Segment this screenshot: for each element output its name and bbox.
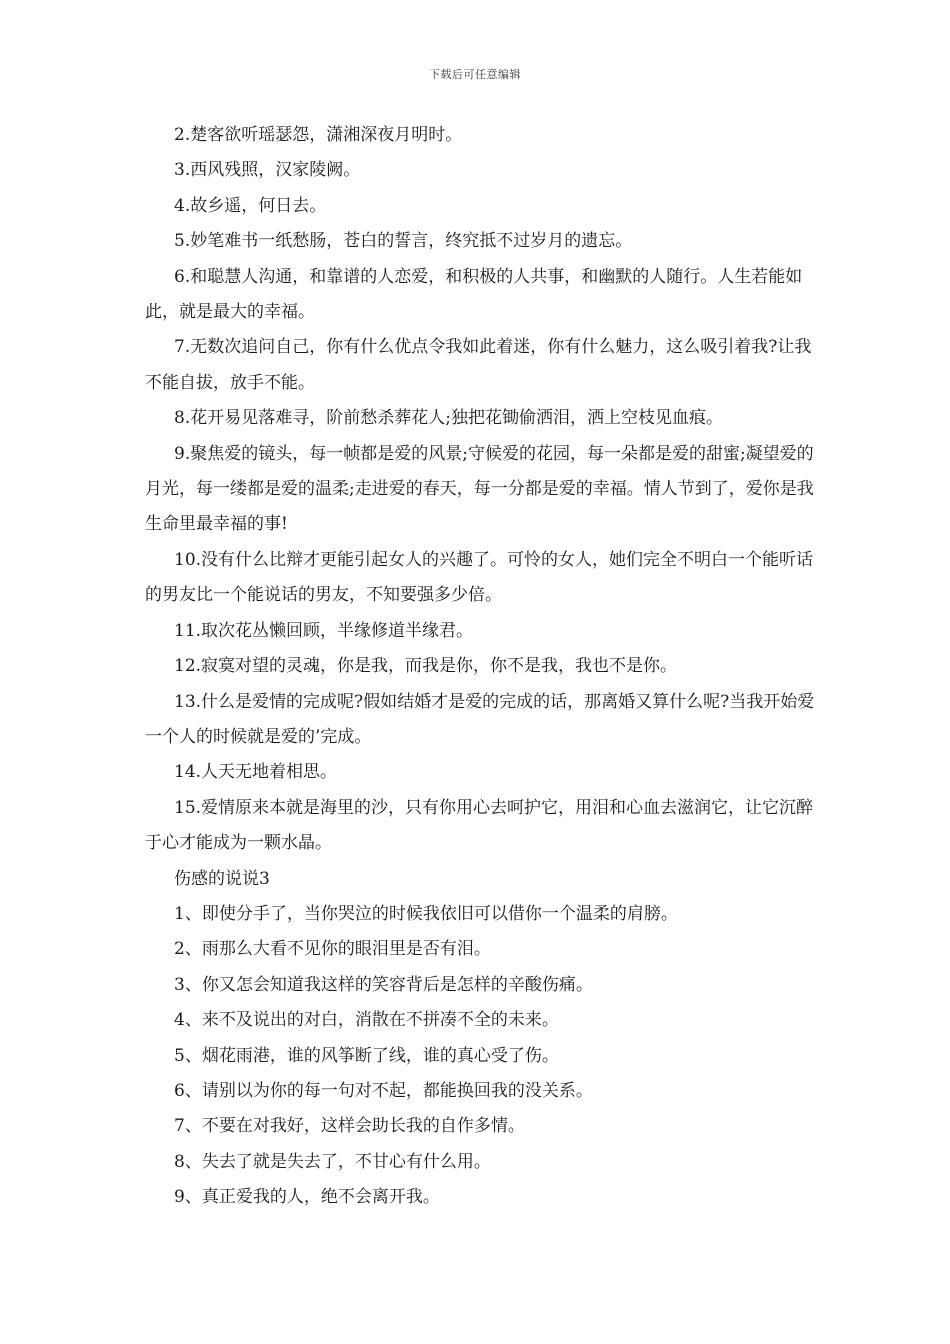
paragraph: 6.和聪慧人沟通，和靠谱的人恋爱，和积极的人共事，和幽默的人随行。人生若能如此，就是最大的幸福。 [145, 266, 803, 323]
document-body [145, 118, 825, 1216]
paragraph: 4、来不及说出的对白，消散在不拼凑不全的未来。 [174, 1010, 559, 1031]
paragraph: 2.楚客欲听瑶瑟怨，潇湘深夜月明时。 [174, 125, 463, 145]
paragraph: 7.无数次追问自己，你有什么优点令我如此着迷，你有什么魅力，这么吸引着我?让我不能自拔，放手不能。 [145, 337, 812, 393]
paragraph: 15.爱情原来本就是海里的沙，只有你用心去呵护它，用泪和心血去滋润它，让它沉醉于心才能成为一颗水晶。 [145, 797, 814, 854]
paragraph: 7、不要在对我好，这样会助长我的自作多情。 [174, 1116, 525, 1137]
paragraph: 4.故乡遥，何日去。 [174, 195, 327, 216]
paragraph: 5、烟花雨港，谁的风筝断了线，谁的真心受了伤。 [174, 1045, 559, 1066]
paragraph: 8、失去了就是失去了，不甘心有什么用。 [174, 1151, 491, 1172]
paragraph: 3、你又怎会知道我这样的笑容背后是怎样的辛酸伤痛。 [174, 974, 593, 995]
paragraph: 11.取次花丛懒回顾，半缘修道半缘君。 [174, 620, 474, 641]
paragraph: 1、即使分手了，当你哭泣的时候我依旧可以借你一个温柔的肩膀。 [174, 903, 678, 924]
paragraph: 6、请别以为你的每一句对不起，都能换回我的没关系。 [174, 1080, 593, 1101]
paragraph: 9、真正爱我的人，绝不会离开我。 [174, 1187, 440, 1208]
paragraph: 13.什么是爱情的完成呢?假如结婚才是爱的完成的话，那离婚又算什么呢?当我开始爱一个人的时候就是爱的’完成。 [145, 691, 815, 747]
paragraph: 9.聚焦爱的镜头，每一帧都是爱的风景;守候爱的花园，每一朵都是爱的甜蜜;凝望爱的月光，每一缕都是爱的温柔;走进爱的春天，每一分都是爱的幸福。情人节到了，爱你是我生命里最幸福的事! [145, 443, 814, 535]
paragraph: 5.妙笔难书一纸愁肠，苍白的誓言，终究抵不过岁月的遗忘。 [174, 231, 633, 252]
paragraph: 10.没有什么比辩才更能引起女人的兴趣了。可怜的女人，她们完全不明白一个能听话的男友比一个能说话的男友，不知要强多少倍。 [145, 549, 814, 606]
section-heading: 伤感的说说3 [174, 868, 270, 889]
page-header: 下载后可任意编辑 [429, 68, 521, 81]
paragraph: 2、雨那么大看不见你的眼泪里是否有泪。 [174, 939, 491, 960]
paragraph: 8.花开易见落难寻，阶前愁杀葬花人;独把花锄偷洒泪，洒上空枝见血痕。 [174, 408, 723, 429]
paragraph: 3.西风残照，汉家陵阙。 [174, 160, 361, 181]
paragraph: 14.人天无地着相思。 [174, 762, 338, 783]
paragraph: 12.寂寞对望的灵魂，你是我，而我是你，你不是我，我也不是你。 [174, 656, 678, 677]
